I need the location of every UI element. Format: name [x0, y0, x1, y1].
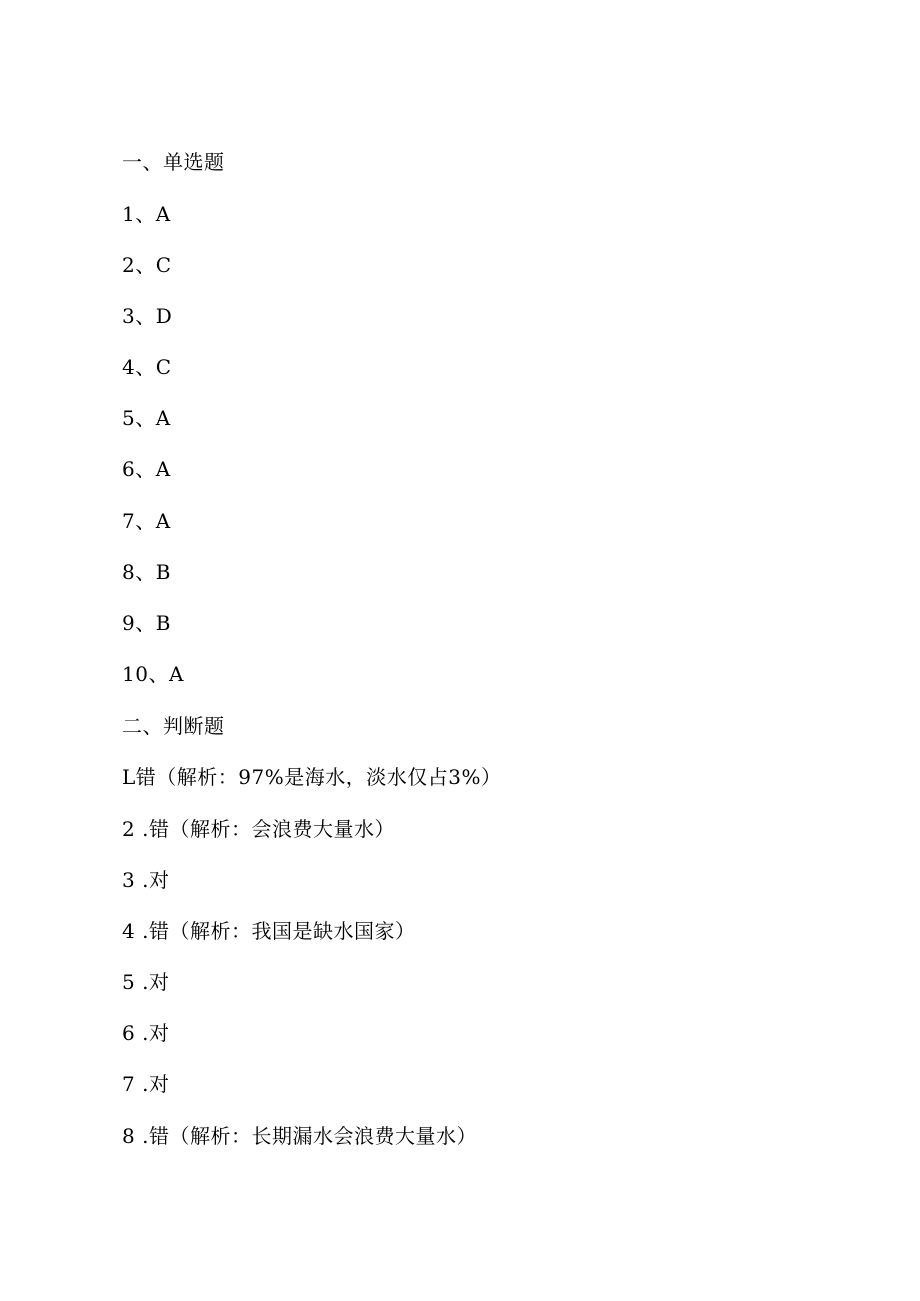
answer-item: 2、C: [122, 253, 172, 277]
judgment-item: 3 .对: [122, 868, 170, 892]
judgment-item: 7 .对: [122, 1072, 170, 1096]
judgment-item: L错（解析：97%是海水，淡水仅占3%）: [122, 765, 502, 789]
answer-item: 7、A: [122, 509, 171, 533]
answer-item: 4、C: [122, 355, 172, 379]
judgment-item: 6 .对: [122, 1021, 170, 1045]
judgment-item: 8 .错（解析：长期漏水会浪费大量水）: [122, 1124, 477, 1148]
answer-item: 10、A: [122, 662, 184, 686]
judgment-item: 2 .错（解析：会浪费大量水）: [122, 817, 395, 841]
answer-item: 9、B: [122, 611, 171, 635]
answer-item: 8、B: [122, 560, 171, 584]
section-title-single-choice: 一、单选题: [122, 150, 225, 174]
answer-item: 3、D: [122, 304, 173, 328]
answer-item: 5、A: [122, 406, 171, 430]
judgment-item: 5 .对: [122, 970, 170, 994]
judgment-item: 4 .错（解析：我国是缺水国家）: [122, 919, 416, 943]
section-title-true-false: 二、判断题: [122, 714, 225, 738]
answer-item: 1、A: [122, 202, 171, 226]
answer-item: 6、A: [122, 457, 171, 481]
